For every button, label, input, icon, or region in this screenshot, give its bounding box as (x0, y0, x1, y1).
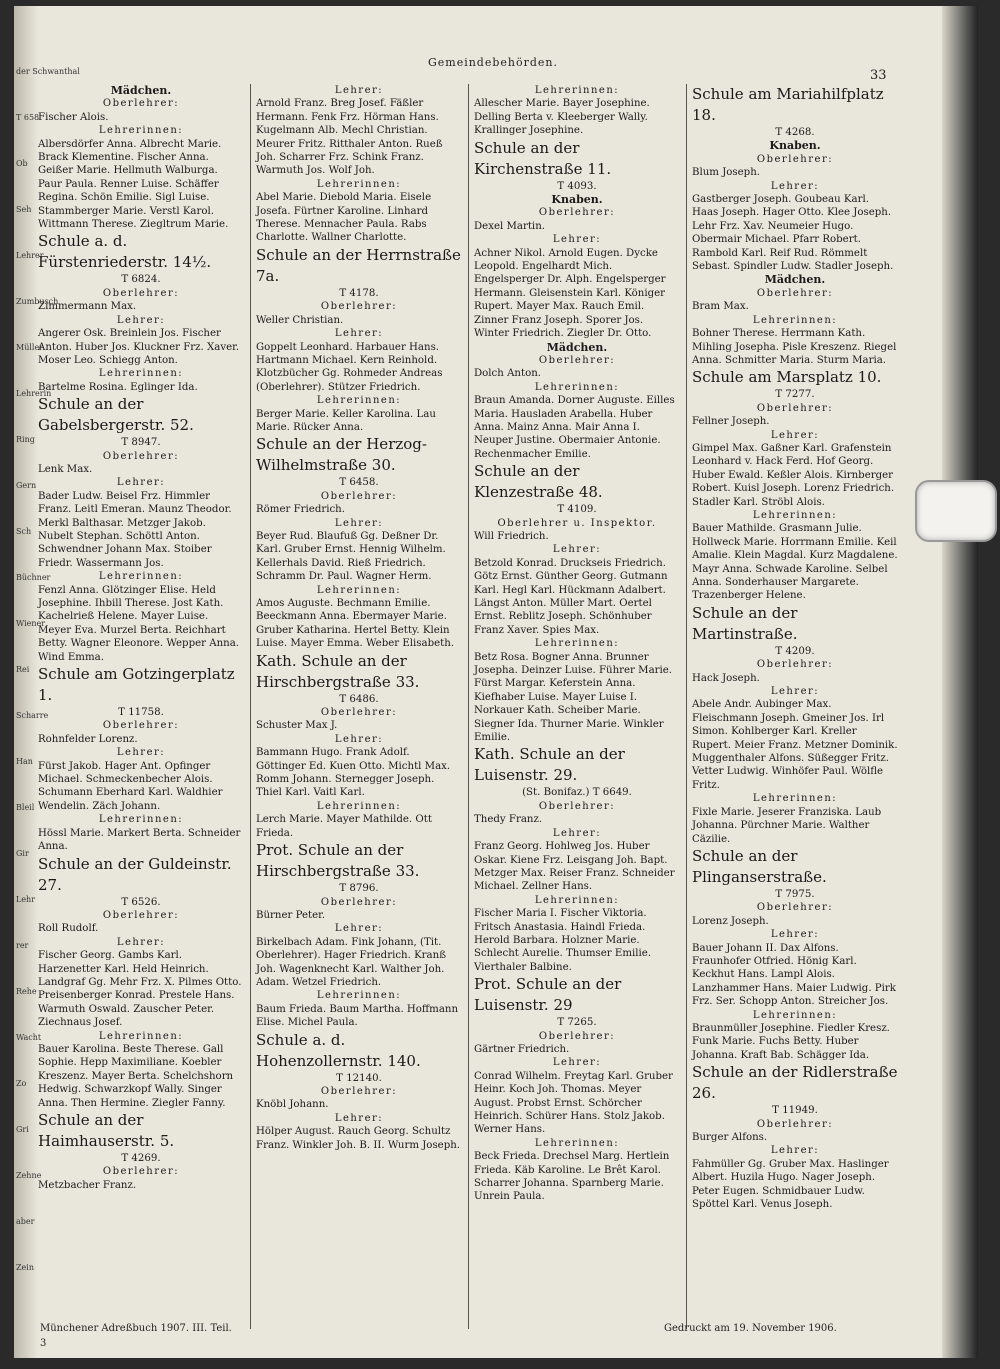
name-list: Fixle Marie. Jeserer Franziska. Laub Johanna. Pürchner Marie. Walther Cäzilie. (692, 806, 882, 845)
name-list: Abel Marie. Diebold Maria. Eisele Josefa. Fürtner Karoline. Linhard Therese. Mennacher Paula. Rabs Charlotte. Wallner Charlotte. (256, 192, 432, 244)
name-list: Bohner Therese. Herrmann Kath. Mihling Josepha. Pisle Kreszenz. Riegel Anna. Schmitter Maria. Sturm Maria. (692, 328, 897, 366)
school-heading: Schule an der Herrnstraße 7a. (256, 245, 461, 285)
school-heading: Schule am Marsplatz 10. (692, 368, 882, 387)
name-list: Birkelbach Adam. Fink Johann, (Tit. Oberlehrer). Hager Friedrich. Kranß Joh. Wagenknecht Karl. Walther Joh. Adam. Wetzel Friedrich. (256, 936, 446, 988)
telephone-number: T 7277. (775, 389, 815, 401)
margin-fragment: Ob (16, 159, 28, 168)
section-label: Lehrerinnen: (98, 125, 184, 137)
school-heading: Schule am Mariahilfplatz 18. (692, 85, 884, 124)
name-list: Gastberger Joseph. Goubeau Karl. Haas Joseph. Hager Otto. Klee Joseph. Lehr Frz. Xav. Neumeier Hugo. Obermair Michael. Pfarr Robert. Rambold Karl. Reif Rud. Römmelt Sebast. Spindler Ludw. Stadler Joseph. (692, 194, 894, 273)
name-list: Gimpel Max. Gaßner Karl. Grafenstein Leonhard v. Hack Ferd. Hof Georg. Huber Ewald. Keßler Alois. Kirnberger Robert. Kuisl Joseph. Lorenz Friedrich. Stadler Karl. Ströbl Alois. (692, 442, 895, 508)
school-heading: Prot. Schule an der Hirschbergstraße 33. (256, 841, 420, 881)
section-label: Lehrer: (770, 429, 820, 441)
name-list: Dolch Anton. (474, 368, 542, 380)
name-list: Hack Joseph. (692, 672, 760, 684)
margin-fragment: Lehrerin (16, 389, 52, 398)
section-label: Oberlehrer: (538, 1030, 616, 1042)
school-heading: Schule an der Gabelsbergerstr. 52. (38, 395, 194, 435)
footer-signature: 3 (40, 1338, 47, 1349)
column-1 (38, 84, 244, 1192)
telephone-number: T 6458. (339, 477, 379, 489)
section-label: Lehrerinnen: (98, 368, 184, 380)
section-label: Lehrerinnen: (752, 1009, 838, 1021)
section-label: Lehrer: (334, 923, 384, 935)
subsection-label: Mädchen. (764, 273, 826, 287)
footer-print-date: Gedruckt am 19. November 1906. (664, 1323, 837, 1334)
telephone-number: T 6824. (121, 274, 161, 286)
school-heading: Prot. Schule an der Luisenstr. 29 (474, 975, 622, 1015)
telephone-number: T 7265. (557, 1017, 597, 1029)
margin-fragment: Seh (16, 205, 32, 214)
name-list: Conrad Wilhelm. Freytag Karl. Gruber Heinr. Koch Joh. Thomas. Meyer August. Probst Ernst. Schörcher Heinrich. Schürer Hans. Stolz Jakob. Werner Hans. (474, 1070, 673, 1136)
name-list: Gärtner Friedrich. (474, 1043, 570, 1055)
margin-fragment: rer (16, 941, 29, 950)
school-heading: Schule a. d. Hohenzollernstr. 140. (256, 1030, 421, 1070)
telephone-number: T 8796. (339, 883, 379, 895)
section-label: Lehrer: (334, 733, 384, 745)
footer-imprint: Münchener Adreßbuch 1907. III. Teil. (40, 1323, 232, 1334)
school-heading: Schule an der Ridlerstraße 26. (692, 1063, 898, 1103)
section-label: Lehrerinnen: (316, 800, 402, 812)
column-3 (474, 84, 680, 1204)
telephone-number: (St. Bonifaz.) T 6649. (522, 787, 632, 799)
name-list: Fenzl Anna. Glötzinger Elise. Held Josephine. Ihbill Therese. Jost Kath. Kachelrieß Helene. Mayer Luise. Meyer Eva. Murzel Berta. Reichhart Betty. Wagner Eleonore. Wepper Anna. Wind Emma. (38, 584, 240, 663)
margin-fragment: Scharre (16, 711, 49, 720)
name-list: Beck Frieda. Drechsel Marg. Hertlein Frieda. Käb Karoline. Le Brêt Karol. Scharrer Johanna. Sparnberg Marie. Unrein Paula. (474, 1151, 670, 1203)
section-label: Oberlehrer: (756, 1118, 834, 1130)
name-list: Thedy Franz. (474, 814, 543, 826)
name-list: Bauer Johann II. Dax Alfons. Fraunhofer Otfried. Hönig Karl. Keckhut Hans. Lampl Alois. Lanzhammer Hans. Maier Ludwig. Pirk Frz. Ser. Schopp Anton. Streicher Jos. (692, 942, 896, 1008)
column-rule (250, 84, 251, 1329)
section-label: Lehrerinnen: (752, 509, 838, 521)
section-label: Oberlehrer: (320, 301, 398, 313)
margin-fragment: Müller (16, 343, 44, 352)
page-tab-marker (915, 480, 997, 542)
school-heading: Schule a. d. Fürstenriederstr. 14½. (38, 232, 212, 272)
section-label: Lehrerinnen: (752, 314, 838, 326)
margin-fragment: Lehrer (16, 251, 44, 260)
name-list: Lorenz Joseph. (692, 915, 769, 927)
name-list: Schuster Max J. (256, 720, 338, 732)
column-rule (686, 84, 687, 1329)
margin-fragment: Gern (16, 481, 37, 490)
margin-fragment: Rei (16, 665, 30, 674)
name-list: Albersdörfer Anna. Albrecht Marie. Brack Klementine. Fischer Anna. Geißer Marie. Hellmuth Walburga. Paur Paula. Renner Luise. Schäffer Regina. Schön Emilie. Sigl Luise. Stammberger Marie. Verstl Karol. Wittmann Therese. Ziegltrum Marie. (38, 138, 229, 231)
name-list: Lenk Max. (38, 463, 93, 475)
telephone-number: T 8947. (121, 437, 161, 449)
margin-fragment: aber (16, 1217, 35, 1226)
margin-fragment: Wacht (16, 1033, 42, 1042)
section-label: Lehrerinnen: (752, 793, 838, 805)
telephone-number: T 4209. (775, 645, 815, 657)
section-label: Lehrer: (770, 686, 820, 698)
subsection-label: Knaben. (551, 193, 603, 207)
section-label: Lehrer: (552, 1057, 602, 1069)
margin-fragment: Sch (16, 527, 32, 536)
section-label: Lehrerinnen: (316, 395, 402, 407)
name-list: Braunmüller Josephine. Fiedler Kresz. Funk Marie. Fuchs Betty. Huber Johanna. Kraft Bab. Schägger Ida. (692, 1022, 890, 1061)
section-label: Oberlehrer: (102, 909, 180, 921)
name-list: Fahmüller Gg. Gruber Max. Haslinger Albert. Huzila Hugo. Nager Joseph. Peter Eugen. Schmidbauer Ludw. Spöttel Karl. Venus Joseph. (692, 1158, 889, 1211)
name-list: Amos Auguste. Bechmann Emilie. Beeckmann Anna. Ebermayer Marie. Gruber Katharina. Hertel Betty. Klein Luise. Mayer Emma. Weber Elisabeth. (256, 598, 455, 650)
name-list: Bram Max. (692, 301, 749, 313)
margin-fragment: Büchner (16, 573, 51, 582)
telephone-number: T 4093. (557, 180, 597, 192)
section-label: Lehrerinnen: (98, 814, 184, 826)
margin-fragment: T 658 (16, 113, 40, 122)
name-list: Weller Christian. (256, 314, 344, 326)
telephone-number: T 7975. (775, 888, 815, 900)
name-list: Fürst Jakob. Hager Ant. Opfinger Michael. Schmeckenbecher Alois. Schumann Eberhard Karl. Waldhier Wendelin. Zäch Johann. (38, 760, 223, 812)
section-label: Oberlehrer: (102, 1166, 180, 1178)
name-list: Zimmermann Max. (38, 301, 137, 313)
page-number: 33 (870, 68, 887, 83)
section-label: Lehrerinnen: (534, 1137, 620, 1149)
school-heading: Schule an der Plinganserstraße. (692, 846, 827, 886)
name-list: Bürner Peter. (256, 909, 326, 921)
name-list: Braun Amanda. Dorner Auguste. Eilles Maria. Hausladen Arabella. Huber Anna. Mainz Anna. Mair Anna I. Neuper Justine. Obermaier Antonie. Rechenmacher Emilie. (474, 395, 675, 460)
telephone-number: T 4268. (775, 127, 815, 138)
section-label: Lehrer: (334, 328, 384, 340)
margin-fragment: Zo (16, 1079, 27, 1088)
name-list: Bartelme Rosina. Eglinger Ida. (38, 381, 198, 393)
section-label: Lehrer: (116, 936, 166, 948)
margin-fragment: Gir (16, 849, 29, 858)
section-label: Oberlehrer: (756, 402, 834, 414)
section-label: Lehrerinnen: (534, 85, 620, 96)
section-label: Lehrerinnen: (534, 894, 620, 906)
section-label: Lehrerinnen: (534, 381, 620, 393)
telephone-number: T 11949. (772, 1105, 818, 1117)
section-label: Oberlehrer: (756, 287, 834, 299)
name-list: Fischer Alois. (38, 111, 109, 123)
school-heading: Kath. Schule an der Luisenstr. 29. (474, 745, 625, 785)
margin-fragment: Han (16, 757, 33, 766)
name-list: Metzbacher Franz. (38, 1179, 137, 1191)
section-label: Lehrerinnen: (98, 1030, 184, 1042)
name-list: Arnold Franz. Breg Josef. Fäßler Hermann. Fenk Frz. Hörman Hans. Kugelmann Alb. Mechl Christian. Meurer Fritz. Ritthaler Anton. Rueß Joh. Scharrer Frz. Schink Franz. Warmuth Jos. Wolf Joh. (256, 98, 443, 177)
section-label: Oberlehrer: (756, 659, 834, 671)
school-heading: Schule am Gotzingerplatz 1. (38, 665, 235, 705)
name-list: Bauer Mathilde. Grasmann Julie. Hollweck Marie. Horrmann Emilie. Keil Amalie. Klein Magdal. Kurz Magdalene. Mayr Anna. Schwade Karoline. Selbel Anna. Sonderhauser Margarete. Trazenberger Helene. (692, 523, 898, 602)
subsection-label: Knaben. (769, 139, 821, 153)
section-label: Oberlehrer: (538, 354, 616, 366)
name-list: Allescher Marie. Bayer Josephine. Delling Berta v. Kleeberger Wally. Krallinger Josephine. (474, 98, 650, 137)
name-list: Abele Andr. Aubinger Max. Fleischmann Joseph. Gmeiner Jos. Irl Simon. Kohlberger Karl. Kreller Rupert. Meier Franz. Metzner Dominik. Muggenthaler Alfons. Süßegger Fritz. Vetter Ludwig. Winhöfer Paul. Wölfle Fritz. (692, 699, 898, 791)
section-label: Lehrer: (552, 234, 602, 246)
name-list: Baum Frieda. Baum Martha. Hoffmann Elise. Michel Paula. (256, 1003, 459, 1029)
school-heading: Schule an der Kirchenstraße 11. (474, 138, 612, 178)
telephone-number: T 4269. (121, 1153, 161, 1164)
name-list: Bader Ludw. Beisel Frz. Himmler Franz. Leitl Emeran. Maunz Theodor. Merkl Balthasar. Metzger Jakob. Nubelt Stephan. Schöttl Anton. Schwendner Johann Max. Stoiber Friedr. Wassermann Jos. (38, 490, 232, 569)
name-list: Knöbl Johann. (256, 1099, 329, 1111)
section-label: Lehrer: (334, 517, 384, 529)
section-label: Oberlehrer u. Inspektor. (497, 517, 657, 529)
column-2 (256, 84, 462, 1152)
section-label: Lehrerinnen: (98, 571, 184, 583)
name-list: Burger Alfons. (692, 1132, 768, 1143)
margin-fragment: Ring (16, 435, 35, 444)
section-label: Oberlehrer: (102, 450, 180, 462)
margin-fragment: Zein (16, 1263, 35, 1272)
name-list: Franz Georg. Hohlweg Jos. Huber Oskar. Kiene Frz. Leisgang Joh. Bapt. Metzger Max. Reiser Franz. Schneider Michael. Zellner Hans. (474, 841, 675, 893)
directory-page (14, 6, 972, 1358)
name-list: Römer Friedrich. (256, 504, 345, 516)
subsection-label: Mädchen. (110, 84, 172, 97)
section-label: Oberlehrer: (102, 287, 180, 299)
name-list: Blum Joseph. (692, 167, 760, 179)
telephone-number: T 4178. (339, 287, 379, 299)
subsection-label: Mädchen. (546, 340, 608, 354)
telephone-number: T 6486. (339, 693, 379, 705)
margin-fragment: Lehr (16, 895, 36, 904)
column-rule (468, 84, 469, 1329)
name-list: Rohnfelder Lorenz. (38, 733, 138, 745)
margin-fragment: Bleil (16, 803, 35, 812)
section-label: Lehrerinnen: (316, 990, 402, 1002)
margin-fragment: Wiener (16, 619, 46, 628)
name-list: Lerch Marie. Mayer Mathilde. Ott Frieda. (256, 814, 432, 839)
school-heading: Schule an der Herzog-Wilhelmstraße 30. (256, 435, 427, 475)
section-label: Lehrer: (116, 477, 166, 489)
margin-fragment: Zumbusch (16, 297, 59, 306)
section-label: Oberlehrer: (320, 896, 398, 908)
name-list: Achner Nikol. Arnold Eugen. Dycke Leopold. Engelhardt Mich. Engelsperger Dr. Alph. Engelsperger Hermann. Gleisenstein Karl. Königer Rupert. Mayer Max. Rauch Emil. Zinner Franz Joseph. Sporer Jos. Winter Friedrich. Ziegler Dr. Otto. (474, 247, 666, 340)
name-list: Dexel Martin. (474, 220, 545, 232)
section-label: Lehrer: (116, 747, 166, 759)
section-label: Lehrerinnen: (316, 584, 402, 596)
telephone-number: T 6526. (121, 896, 161, 908)
name-list: Betzold Konrad. Druckseis Friedrich. Götz Ernst. Günther Georg. Gutmann Karl. Hegl Karl. Hückmann Adalbert. Längst Anton. Müller Mart. Oertel Ernst. Reblitz Joseph. Schönhuber Franz Xaver. Spies Max. (474, 557, 668, 636)
section-label: Oberlehrer: (320, 707, 398, 719)
column-4 (692, 84, 898, 1211)
page-edge-shadow (942, 6, 978, 1358)
margin-fragment: Zehne (16, 1171, 42, 1180)
name-list: Betz Rosa. Bogner Anna. Brunner Josepha. Deinzer Luise. Führer Marie. Fürst Margar. Keferstein Anna. Kiefhaber Luise. Mayer Luise I. Norkauer Kath. Scheiber Marie. Siegner Ida. Thurner Marie. Winkler Emilie. (474, 651, 673, 744)
section-label: Lehrer: (770, 1145, 820, 1157)
name-list: Fischer Georg. Gambs Karl. Harzenetter Karl. Held Heinrich. Landgraf Gg. Mehr Frz. X. Pilmes Otto. Preisenberger Konrad. Prestele Hans. Warmuth Oswald. Zauscher Peter. Ziechnaus Josef. (38, 950, 242, 1029)
name-list: Berger Marie. Keller Karolina. Lau Marie. Rücker Anna. (256, 408, 436, 433)
name-list: Beyer Rud. Blaufuß Gg. Deßner Dr. Karl. Gruber Ernst. Hennig Wilhelm. Kellerhals David. Rieß Friedrich. Schramm Dr. Paul. Wagner Herm. (256, 530, 446, 583)
section-label: Oberlehrer: (102, 98, 180, 110)
margin-fragment: Rehe (16, 987, 37, 996)
telephone-number: T 4109. (557, 504, 597, 516)
section-label: Lehrer: (334, 1112, 384, 1124)
school-heading: Schule an der Haimhauserstr. 5. (38, 1111, 175, 1150)
section-label: Lehrerinnen: (534, 638, 620, 650)
section-label: Oberlehrer: (320, 1085, 398, 1097)
section-label: Oberlehrer: (756, 153, 834, 165)
telephone-number: T 12140. (336, 1072, 382, 1084)
name-list: Hössl Marie. Markert Berta. Schneider Anna. (38, 827, 241, 853)
name-list: Will Friedrich. (474, 530, 549, 542)
section-label: Lehrerinnen: (316, 178, 402, 190)
section-label: Lehrer: (770, 929, 820, 941)
name-list: Bauer Karolina. Beste Therese. Gall Sophie. Hepp Maximiliane. Koebler Kreszenz. Mayer Berta. Schelchshorn Hedwig. Schwarzkopf Wally. Singer Anna. Then Hermine. Ziegler Fanny. (38, 1043, 234, 1109)
school-heading: Kath. Schule an der Hirschbergstraße 33. (256, 651, 420, 691)
section-label: Oberlehrer: (320, 490, 398, 502)
margin-fragment: der Schwanthal (16, 67, 80, 76)
telephone-number: T 11758. (118, 707, 164, 719)
name-list: Fischer Maria I. Fischer Viktoria. Fritsch Anastasia. Haindl Frieda. Herold Barbara. Holzner Marie. Schlecht Aurelie. Thumser Emilie. Vierthaler Balbine. (474, 908, 652, 973)
name-list: Fellner Joseph. (692, 416, 770, 428)
name-list: Hölper August. Rauch Georg. Schultz Franz. Winkler Joh. B. II. Wurm Joseph. (256, 1126, 461, 1151)
section-label: Oberlehrer: (756, 902, 834, 914)
section-label: Lehrer: (552, 544, 602, 556)
school-heading: Schule an der Martinstraße. (692, 603, 798, 643)
running-head: Gemeindebehörden. (427, 56, 559, 69)
section-label: Oberlehrer: (538, 800, 616, 812)
section-label: Lehrer: (552, 827, 602, 839)
section-label: Lehrer: (116, 314, 166, 326)
school-heading: Schule an der Klenzestraße 48. (474, 462, 603, 502)
name-list: Angerer Osk. Breinlein Jos. Fischer Anton. Huber Jos. Kluckner Frz. Xaver. Moser Leo. Schiegg Anton. (38, 328, 240, 366)
section-label: Oberlehrer: (102, 720, 180, 732)
school-heading: Schule an der Guldeinstr. 27. (38, 854, 232, 894)
name-list: Roll Rudolf. (38, 923, 99, 935)
name-list: Goppelt Leonhard. Harbauer Hans. Hartmann Michael. Kern Reinhold. Klotzbücher Gg. Rohmeder Andreas (Oberlehrer). Stützer Friedrich. (256, 341, 443, 393)
section-label: Lehrer: (334, 85, 384, 96)
name-list: Bammann Hugo. Frank Adolf. Göttinger Ed. Kuen Otto. Michtl Max. Romm Johann. Sternegger Joseph. Thiel Karl. Vaitl Karl. (256, 747, 451, 799)
section-label: Lehrer: (770, 180, 820, 192)
section-label: Oberlehrer: (538, 207, 616, 219)
margin-fragment: Gri (16, 1125, 29, 1134)
